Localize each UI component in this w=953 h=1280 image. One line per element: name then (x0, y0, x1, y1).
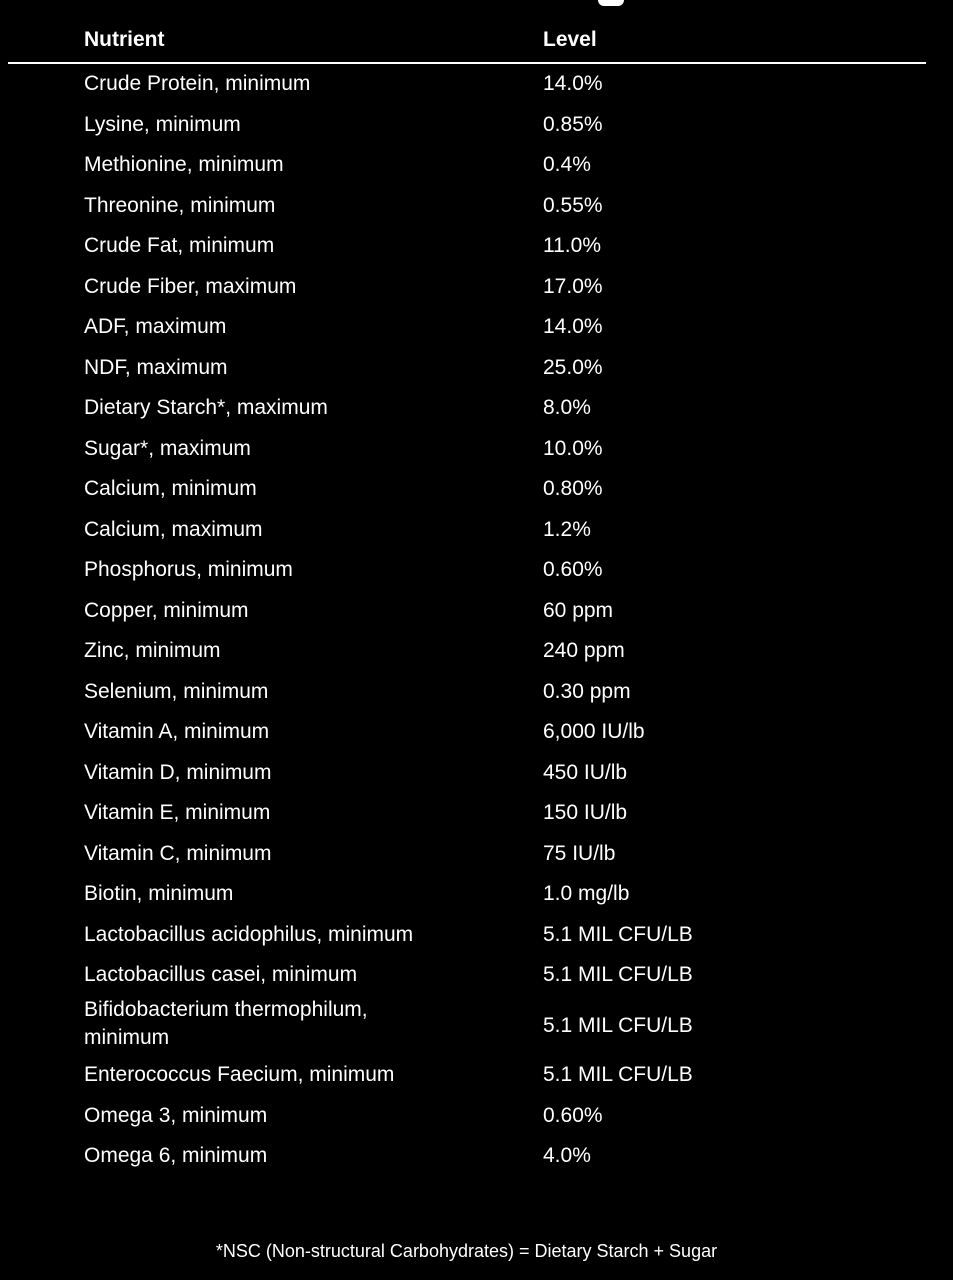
nutrient-name: Selenium, minimum (84, 679, 269, 703)
nutrient-name: Omega 3, minimum (84, 1103, 268, 1127)
nutrient-name: Threonine, minimum (84, 193, 276, 217)
table-row (0, 793, 953, 834)
table-row (0, 712, 953, 753)
nutrient-level: 5.1 MIL CFU/LB (543, 922, 693, 946)
nutrient-name: Crude Protein, minimum (84, 72, 311, 95)
nutrient-name: Crude Fat, minimum (84, 234, 275, 257)
nutrient-name: Lysine, minimum (84, 112, 241, 136)
nutrient-name: Copper, minimum (84, 598, 249, 622)
table-row (0, 469, 953, 510)
table-row (0, 915, 953, 956)
table-row (0, 307, 953, 348)
nutrient-name: NDF, maximum (84, 355, 228, 379)
table-row (0, 348, 953, 389)
table-row (0, 1136, 953, 1177)
table-row (0, 105, 953, 146)
nutrient-level: 0.80% (543, 477, 603, 500)
table-row (0, 550, 953, 591)
table-row (0, 267, 953, 308)
nutrient-level: 5.1 MIL CFU/LB (543, 963, 693, 986)
nutrient-name: Vitamin C, minimum (84, 841, 272, 865)
nutrient-name: Calcium, minimum (84, 477, 257, 500)
nutrient-level: 240 ppm (543, 639, 625, 662)
nutrient-name: Omega 6, minimum (84, 1144, 268, 1167)
nutrient-level: 1.0 mg/lb (543, 882, 630, 905)
nutrient-name: Calcium, maximum (84, 517, 263, 541)
table-row (0, 672, 953, 713)
nutrient-level: 0.4% (543, 153, 591, 176)
nutrient-name: Crude Fiber, maximum (84, 274, 297, 298)
nutrient-level: 6,000 IU/lb (543, 720, 645, 743)
cropped-heading-fragment (598, 0, 624, 6)
table-row (0, 145, 953, 186)
table-row (0, 429, 953, 470)
nutrient-level: 14.0% (543, 315, 603, 338)
nutrient-level: 5.1 MIL CFU/LB (543, 1013, 693, 1037)
nutrient-level: 4.0% (543, 1144, 591, 1167)
nutrient-level: 0.55% (543, 193, 603, 217)
nutrient-name: Sugar*, maximum (84, 436, 251, 460)
nutrient-level: 0.85% (543, 112, 603, 136)
nutrient-name: Biotin, minimum (84, 882, 234, 905)
nutrient-name: Lactobacillus casei, minimum (84, 963, 358, 986)
nutrient-name: Bifidobacterium thermophilum, minimum (84, 997, 368, 1049)
nutrient-name: Phosphorus, minimum (84, 558, 293, 581)
table-row (0, 510, 953, 551)
table-header (0, 24, 953, 58)
table-row (0, 64, 953, 105)
table-body (0, 64, 953, 1177)
nutrient-name: Methionine, minimum (84, 153, 284, 176)
nutrient-level: 150 IU/lb (543, 801, 628, 824)
nutrient-name: ADF, maximum (84, 315, 227, 338)
nutrient-level: 1.2% (543, 517, 591, 541)
nutrient-level: 11.0% (543, 234, 601, 257)
nutrient-level: 10.0% (543, 436, 603, 460)
nutrient-name: Vitamin D, minimum (84, 760, 272, 784)
footnote: *NSC (Non-structural Carbohydrates) = Dietary Starch + Sugar (215, 1241, 718, 1261)
nutrient-level: 0.60% (543, 558, 603, 581)
table-row (0, 226, 953, 267)
header-level: Level (543, 28, 597, 51)
table-row (0, 1096, 953, 1137)
table-row (0, 591, 953, 632)
nutrient-level: 75 IU/lb (543, 841, 616, 865)
table-row (0, 996, 953, 1056)
nutrient-level: 60 ppm (543, 598, 614, 622)
nutrient-level: 8.0% (543, 396, 591, 419)
nutrient-name: Lactobacillus acidophilus, minimum (84, 922, 414, 946)
table-row (0, 834, 953, 875)
nutrient-level: 25.0% (543, 355, 603, 379)
table-row (0, 631, 953, 672)
table-row (0, 388, 953, 429)
nutrient-level: 0.60% (543, 1103, 603, 1127)
nutrient-name: Zinc, minimum (84, 639, 221, 662)
nutrient-name: Enterococcus Faecium, minimum (84, 1063, 395, 1086)
nutrient-name: Vitamin A, minimum (84, 720, 270, 743)
table-row (0, 874, 953, 915)
nutrient-level: 14.0% (543, 72, 603, 95)
table-row (0, 955, 953, 996)
nutrient-level: 5.1 MIL CFU/LB (543, 1063, 693, 1086)
nutrient-level: 17.0% (543, 274, 603, 298)
table-row (0, 1055, 953, 1096)
nutrient-level: 0.30 ppm (543, 679, 631, 703)
table-row (0, 186, 953, 227)
table-row (0, 753, 953, 794)
nutrient-name: Vitamin E, minimum (84, 801, 271, 824)
nutrient-name: Dietary Starch*, maximum (84, 396, 328, 419)
header-nutrient: Nutrient (84, 28, 165, 51)
nutrient-level: 450 IU/lb (543, 760, 628, 784)
